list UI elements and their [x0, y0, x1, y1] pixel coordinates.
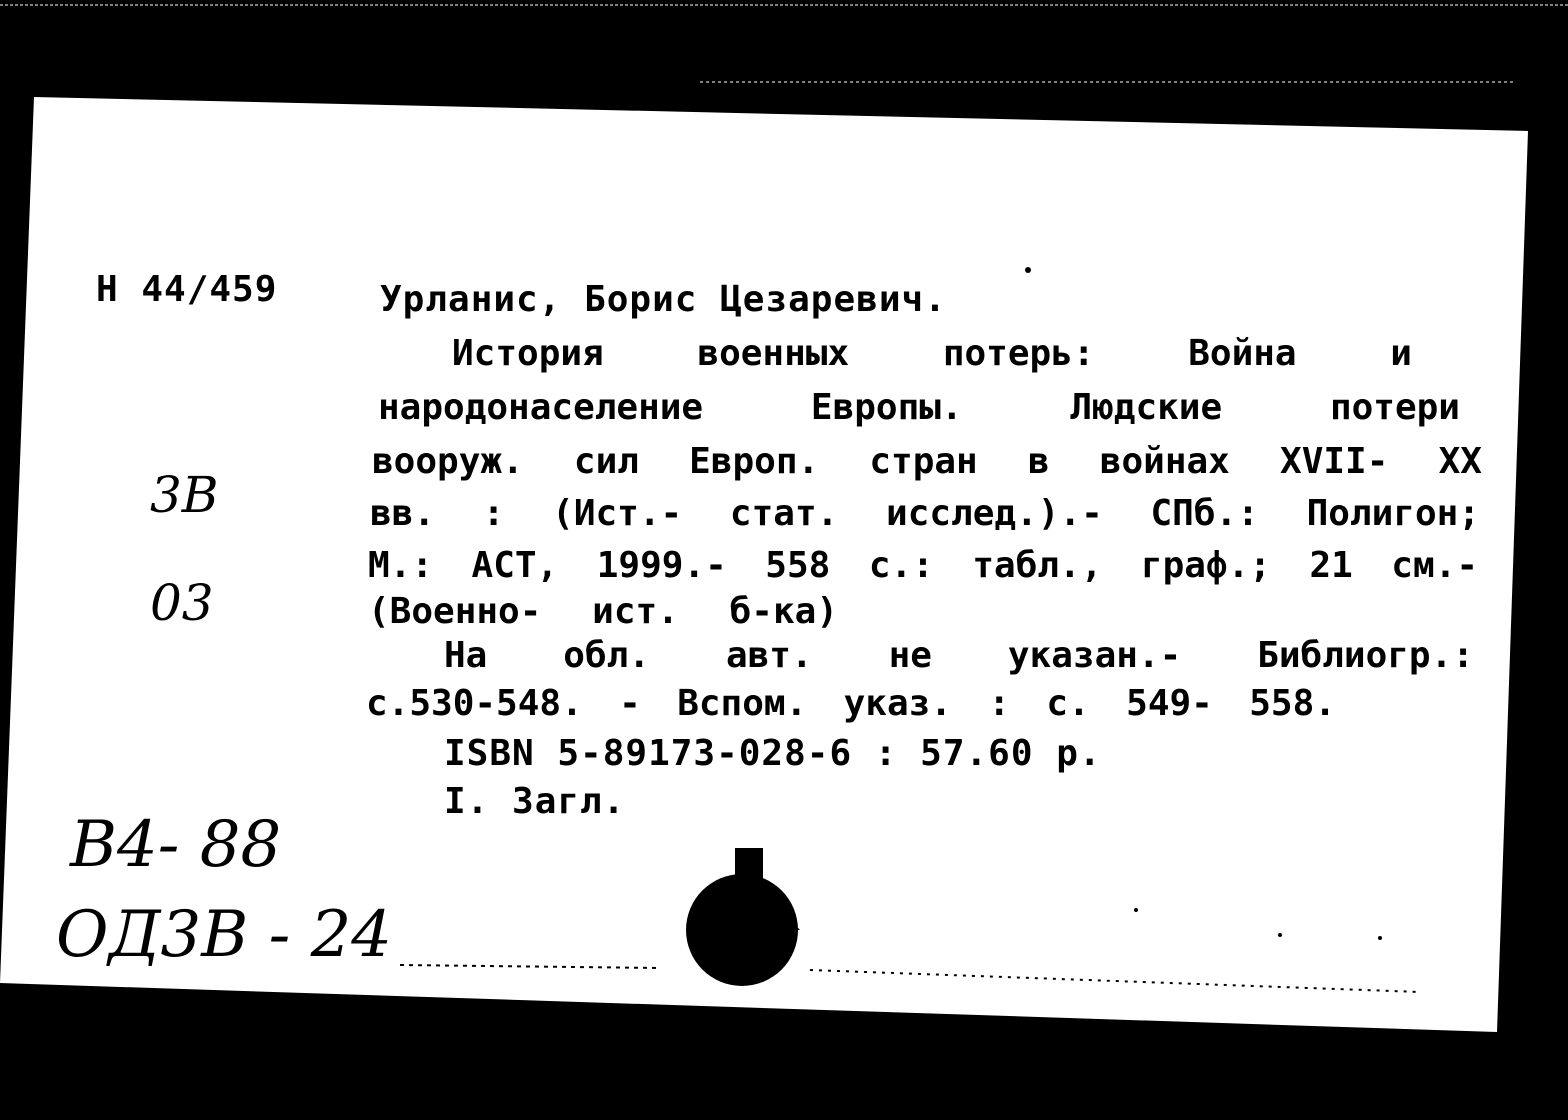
word: Европы.: [810, 387, 963, 428]
handwritten-inventory-1: B4- 88: [70, 808, 282, 882]
handwritten-code-2: 03: [150, 574, 214, 632]
punch-hole-tab: [735, 848, 763, 878]
tracing-line: I. Загл.: [444, 781, 626, 822]
word: см.-: [1391, 545, 1478, 586]
word: стран: [869, 441, 978, 482]
word: войнах: [1099, 441, 1230, 482]
word: в: [1027, 441, 1050, 482]
word: авт.: [725, 635, 813, 676]
word: потерь:: [942, 333, 1095, 374]
word: военных: [697, 333, 850, 374]
word: народонаселение: [378, 387, 704, 428]
title-line-1: [452, 334, 1412, 374]
word: АСТ,: [471, 545, 559, 586]
word: стат.: [729, 493, 839, 534]
author-heading: Урланис, Борис Цезаревич.: [380, 279, 947, 320]
word: :: [482, 493, 505, 534]
handwritten-code-1: 3B: [150, 466, 219, 524]
word: Вспом.: [677, 683, 808, 724]
word: и: [1390, 333, 1412, 374]
word: сил: [573, 441, 639, 482]
word: История: [452, 333, 604, 374]
word: б-ка): [729, 591, 838, 632]
word: XX: [1438, 441, 1482, 482]
word: с.: [1046, 683, 1090, 724]
word: Полигон;: [1306, 493, 1480, 534]
word: Библиогр.:: [1257, 635, 1474, 676]
note-line-1: [444, 636, 1474, 676]
word: потери: [1329, 387, 1460, 428]
title-line-3: [372, 442, 1482, 482]
word: Европ.: [689, 441, 820, 482]
word: (Военно-: [368, 591, 542, 632]
word: обл.: [563, 635, 650, 676]
word: 558.: [1249, 683, 1336, 724]
isbn-line: ISBN 5-89173-028-6 : 57.60 р.: [444, 733, 1102, 774]
word: указан.-: [1007, 635, 1182, 676]
bottom-dotted-line-left: [400, 965, 660, 968]
title-line-6: [368, 592, 838, 632]
title-line-5: [368, 546, 1478, 586]
word: с.:: [868, 545, 934, 586]
word: указ.: [843, 683, 952, 724]
handwritten-inventory-2: ОД3B - 24: [56, 898, 392, 972]
word: ист.: [592, 591, 679, 632]
word: :: [988, 683, 1011, 724]
word: 558: [765, 545, 831, 586]
word: На: [444, 635, 488, 676]
word: вв.: [370, 493, 436, 534]
speck: [1025, 267, 1031, 273]
word: с.530-548.: [366, 683, 583, 724]
word: -: [619, 683, 641, 724]
word: Людские: [1070, 387, 1223, 428]
speck: [1278, 933, 1282, 937]
call-number: Н 44/459: [96, 269, 278, 310]
word: XVII-: [1280, 441, 1389, 482]
title-line-2: [378, 388, 1460, 428]
word: Война: [1188, 333, 1297, 374]
word: СПб.:: [1150, 493, 1259, 534]
note-line-2: [366, 684, 1336, 724]
title-line-4: [370, 494, 1480, 534]
word: исслед.).-: [886, 493, 1103, 534]
word: граф.;: [1140, 545, 1271, 586]
bottom-dotted-line-right: [810, 970, 1420, 992]
word: 1999.-: [596, 545, 727, 586]
word: (Ист.-: [552, 493, 683, 534]
word: 21: [1309, 545, 1353, 586]
word: табл.,: [972, 545, 1103, 586]
speck: [1134, 908, 1138, 912]
speck: [1378, 936, 1382, 940]
word: 549-: [1126, 683, 1213, 724]
word: М.:: [368, 545, 434, 586]
word: не: [888, 635, 932, 676]
word: вооруж.: [372, 441, 524, 482]
